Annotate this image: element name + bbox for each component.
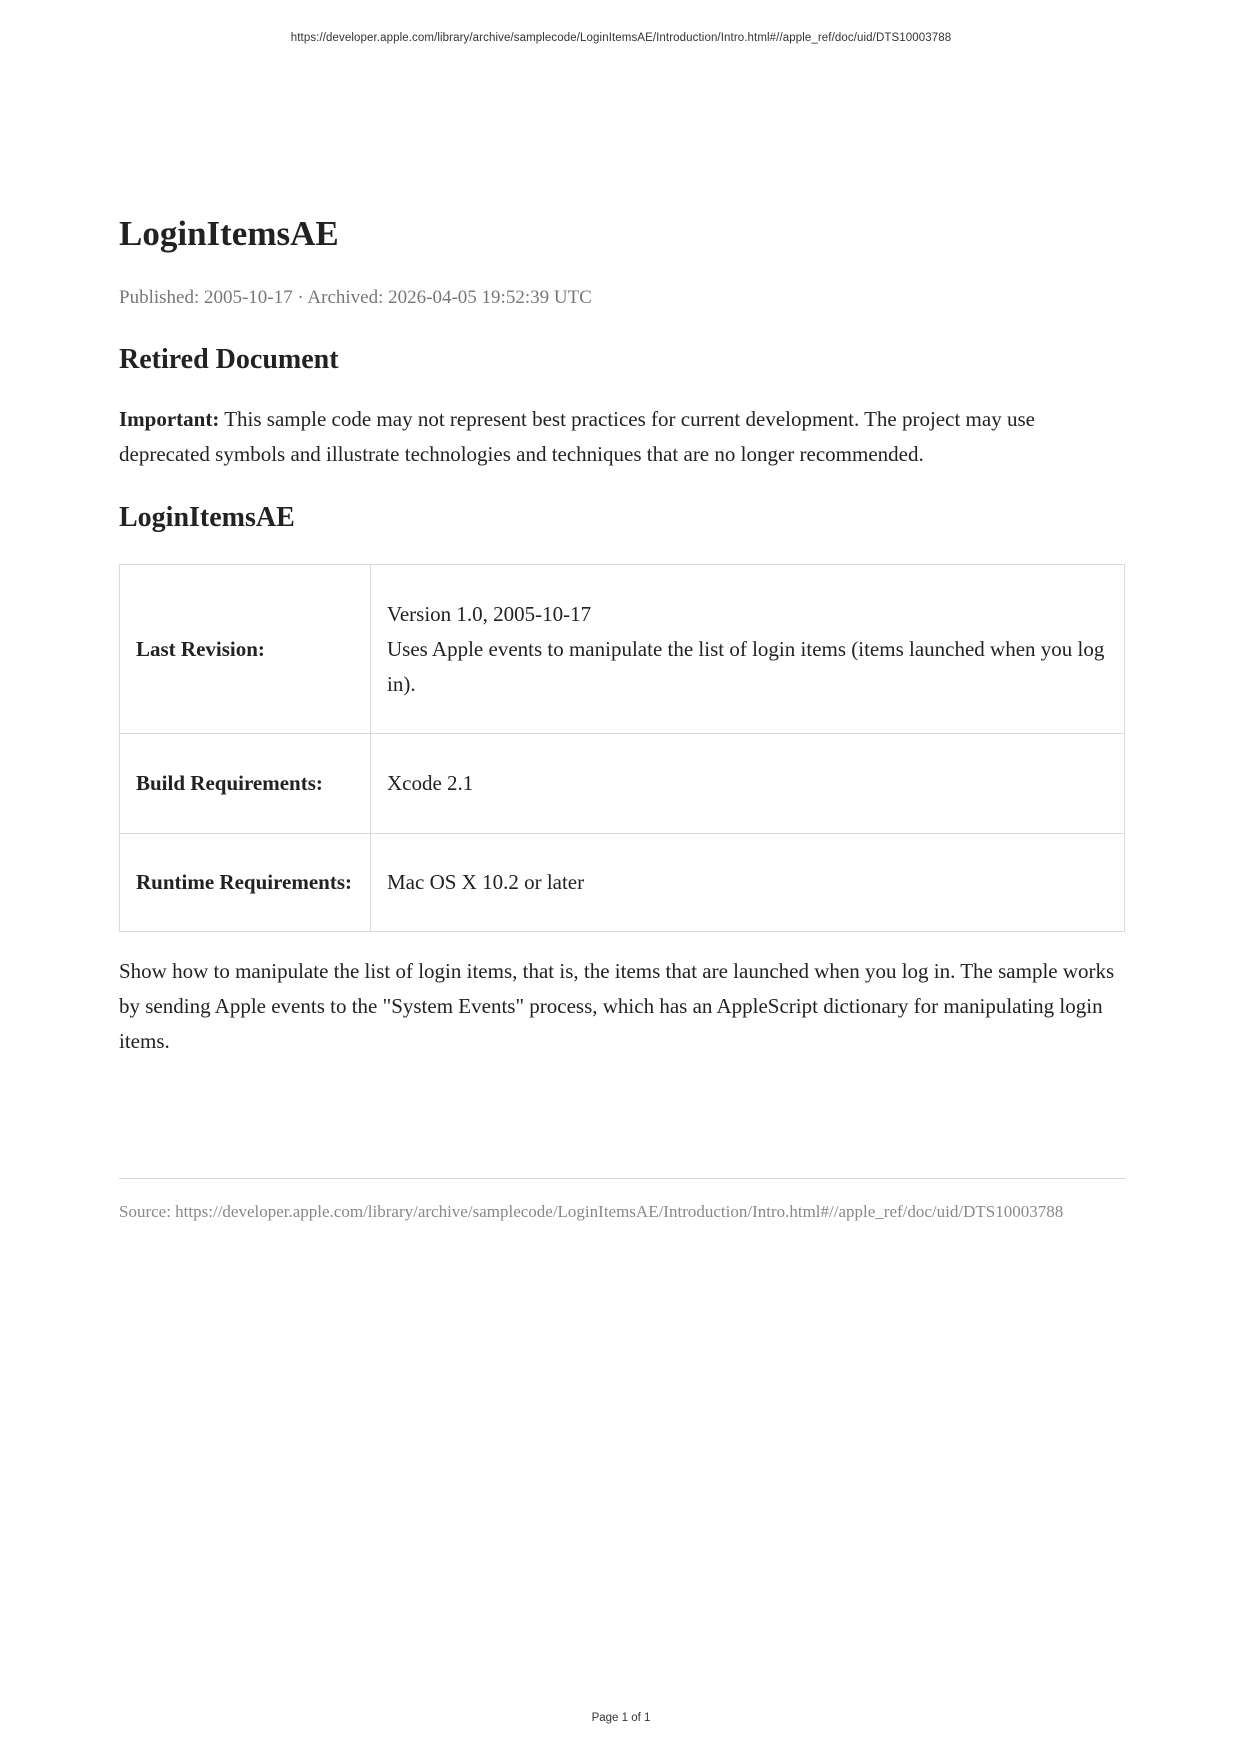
runtime-requirements-label: Runtime Requirements: xyxy=(120,834,371,932)
important-label: Important: xyxy=(119,407,220,431)
page-number: Page 1 of 1 xyxy=(591,1712,651,1724)
section-heading: LoginItemsAE xyxy=(119,502,295,533)
table-row xyxy=(120,734,1125,834)
table-row xyxy=(120,565,1125,734)
build-requirements-label: Build Requirements: xyxy=(120,734,371,834)
page-title: LoginItemsAE xyxy=(119,214,339,253)
divider xyxy=(119,1178,1125,1179)
important-text: This sample code may not represent best practices for current development. The project may use deprecated symbols and illustrate technologies and techniques that are no longer recommended. xyxy=(119,407,1035,466)
publication-meta: Published: 2005-10-17 · Archived: 2026-04-05 19:52:39 UTC xyxy=(119,287,592,308)
revision-version: Version 1.0, 2005-10-17 xyxy=(387,601,592,626)
revision-summary: Uses Apple events to manipulate the list of login items (items launched when you log in). xyxy=(387,636,1105,696)
last-revision-value xyxy=(371,565,1125,734)
source-link[interactable]: Source: https://developer.apple.com/library/archive/samplecode/LoginItemsAE/Introduction/Intro.html#//apple_ref/doc/uid/DTS10003788 xyxy=(119,1202,1064,1221)
document-body xyxy=(119,212,1124,1223)
retired-document-heading: Retired Document xyxy=(119,344,339,375)
important-notice xyxy=(119,402,1124,472)
last-revision-label: Last Revision: xyxy=(120,565,371,734)
build-requirements-value: Xcode 2.1 xyxy=(371,734,1125,834)
runtime-requirements-value: Mac OS X 10.2 or later xyxy=(371,834,1125,932)
info-table xyxy=(119,564,1125,932)
print-header-url: https://developer.apple.com/library/archive/samplecode/LoginItemsAE/Introduction/Intro.html#//apple_ref/doc/uid/DTS10003788 xyxy=(290,32,952,44)
table-row xyxy=(120,834,1125,932)
description-paragraph: Show how to manipulate the list of login items, that is, the items that are launched when you log in. The sample works by sending Apple events to the "System Events" process, which has an AppleScript dictionary for manipulating login items. xyxy=(119,959,1115,1053)
